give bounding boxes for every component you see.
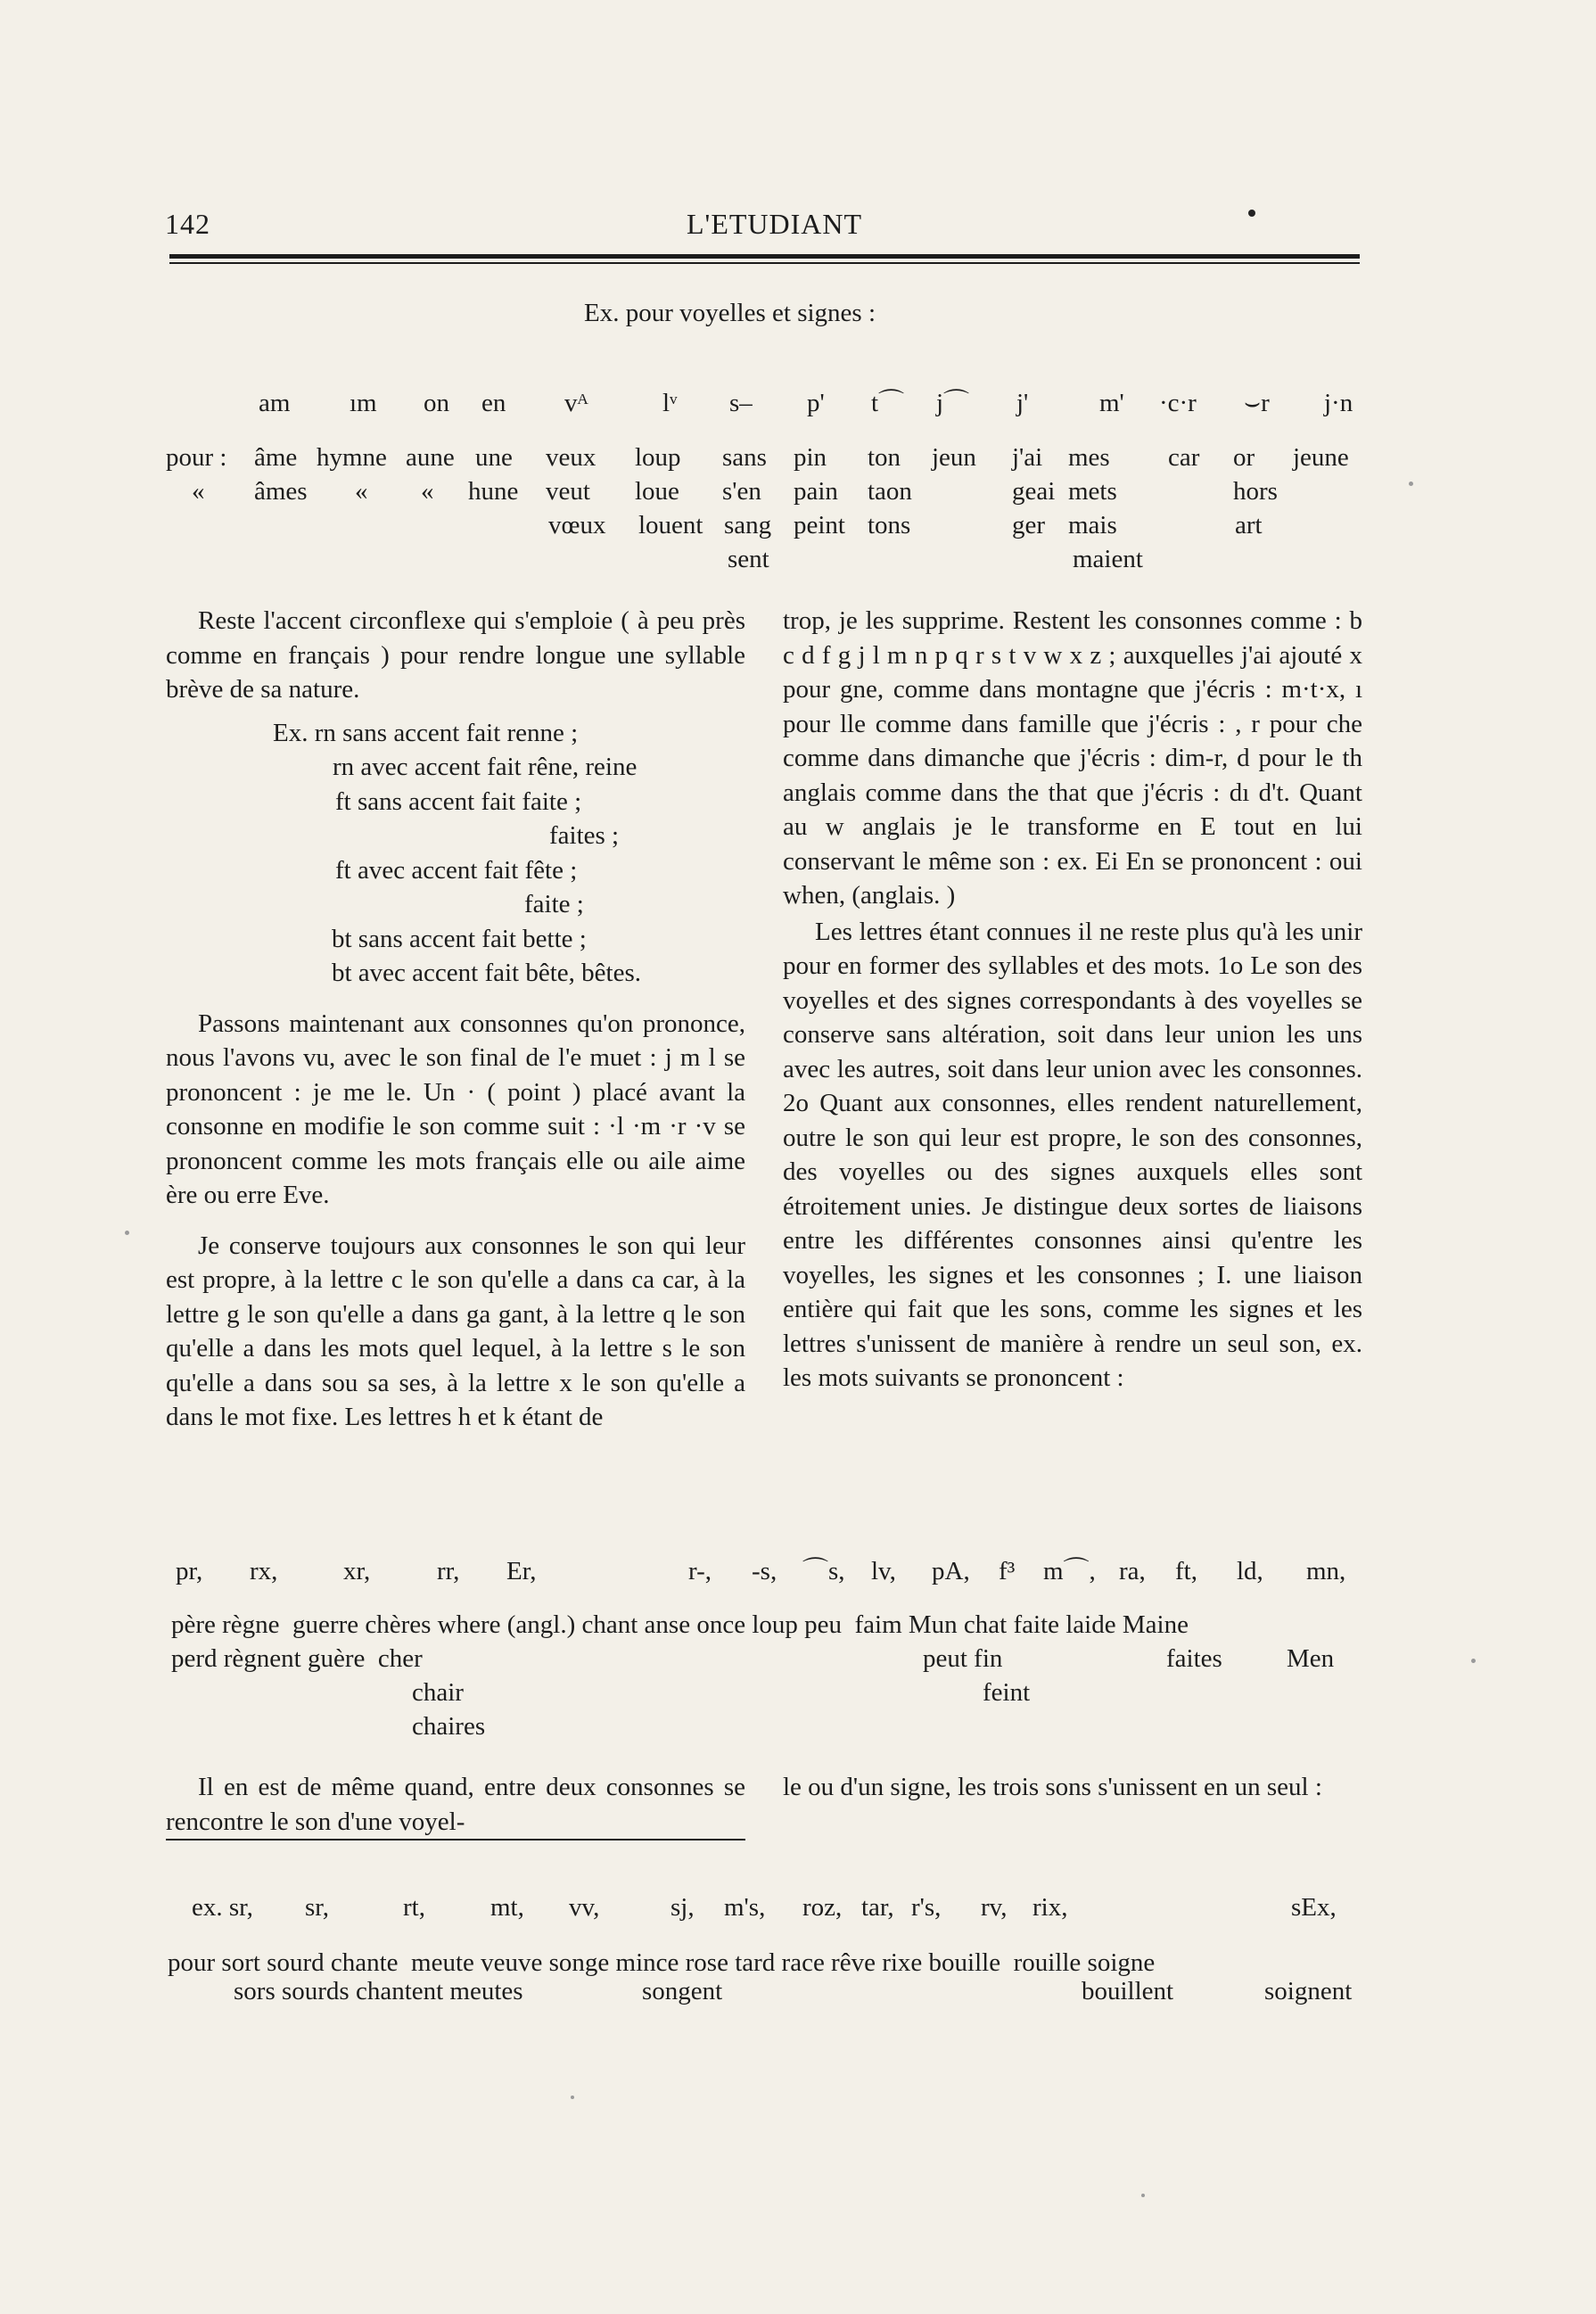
phonetic-cell: Er, <box>506 1557 537 1585</box>
example-word: hymne <box>317 443 387 472</box>
phonetic-cell: ex. sr, <box>192 1893 253 1922</box>
left-column <box>166 604 745 1435</box>
phonetic-cell: rx, <box>250 1557 278 1585</box>
example-word: or <box>1233 443 1255 472</box>
phonetic-cell: sEx, <box>1291 1893 1337 1922</box>
example-word: tons <box>868 511 911 539</box>
example-word: art <box>1235 511 1263 539</box>
phonetic-cell: sr, <box>305 1893 330 1922</box>
right-column <box>783 604 1362 1396</box>
example-word: loup <box>635 443 681 472</box>
header-rule-thick <box>169 254 1360 259</box>
phonetic-cell: xr, <box>343 1557 371 1585</box>
example-word: faites <box>1166 1644 1222 1673</box>
example-word: jeune <box>1293 443 1349 472</box>
accent-examples <box>166 716 745 991</box>
example-word: songent <box>642 1977 723 2005</box>
paragraph: Les lettres étant connues il ne reste plus qu'à les unir pour en former des syllables et des mots. 1o Le son des voyelles et des signes correspondants à des voyelles se conserve sans altération, soit dans leur union les uns avec les autres, soit dans leur union avec les consonnes. 2o Quant aux consonnes, elles rendent naturellement, outre le son qui leur est propre, le son des consonnes, des voyelles ou des signes auxquels elles sont étroitement unies. Je distingue deux sortes de liaisons entre les différentes consonnes ainsi qu'entre les voyelles, les signes et les consonnes ; I. une liaison entière qui fait que les sons, comme les signes et les lettres s'unissent de manière à rendre un seul son, ex. les mots suivants se prononcent : <box>783 917 1362 1392</box>
phonetic-cell: mn, <box>1306 1557 1346 1585</box>
example-line: faite ; <box>524 890 584 918</box>
paragraph: le ou d'un signe, les trois sons s'unissent en un seul : <box>783 1773 1322 1801</box>
example-word: j'ai <box>1012 443 1043 472</box>
example-heading: Ex. pour voyelles et signes : <box>584 299 876 327</box>
example-line: Ex. rn sans accent fait renne ; <box>273 718 579 747</box>
example-line: faites ; <box>549 821 620 850</box>
example-word: Men <box>1287 1644 1335 1673</box>
example-word: feint <box>983 1678 1031 1707</box>
example-word: veux <box>546 443 596 472</box>
example-word: maient <box>1073 545 1143 573</box>
phonetic-cell: -s, <box>752 1557 777 1585</box>
print-speck <box>571 2096 574 2099</box>
phonetic-cell: vv, <box>569 1893 600 1922</box>
phonetic-cell: m⌒, <box>1043 1557 1096 1585</box>
print-speck <box>1409 482 1413 486</box>
example-word: louent <box>638 511 703 539</box>
phonetic-cell: mt, <box>490 1893 524 1922</box>
example-word: car <box>1168 443 1200 472</box>
phonetic-cell: j⌒ <box>936 389 970 417</box>
phonetic-cell: pr, <box>176 1557 203 1585</box>
phonetic-cell: j·n <box>1324 389 1353 417</box>
ditto-mark: « <box>192 477 205 506</box>
page-number: 142 <box>165 208 210 240</box>
phonetic-cell: ⌒s, <box>802 1557 845 1585</box>
phonetic-cell: p' <box>807 389 825 417</box>
example-row: père règne guerre chères where (angl.) chant anse once loup peu faim Mun chat faite laide Maine <box>171 1610 1189 1639</box>
example-line: ft sans accent fait faite ; <box>335 786 582 816</box>
bottom-right-text <box>783 1770 1362 1805</box>
phonetic-cell: ·c·r <box>1159 389 1197 417</box>
example-word: peut fin <box>923 1644 1003 1673</box>
example-word: jeun <box>932 443 976 472</box>
phonetic-cell: t⌒ <box>871 389 905 417</box>
phonetic-cell: tar, <box>861 1893 894 1922</box>
phonetic-cell: sj, <box>670 1893 695 1922</box>
paragraph: Reste l'accent circonflexe qui s'emploie ( à peu près comme en français ) pour rendre longue une syllable brève de sa nature. <box>166 606 745 704</box>
example-word: sang <box>724 511 772 539</box>
phonetic-cell: ⌣r <box>1244 389 1270 417</box>
example-line: bt avec accent fait bête, bêtes. <box>332 959 641 987</box>
phonetic-cell: r-, <box>688 1557 712 1585</box>
journal-title: L'ETUDIANT <box>687 208 863 240</box>
example-word: chaires <box>412 1712 486 1741</box>
example-line: ft avec accent fait fête ; <box>335 855 578 885</box>
example-word: s'en <box>722 477 761 506</box>
phonetic-cell: lᵛ <box>662 389 678 417</box>
ditto-mark: « <box>355 477 368 506</box>
phonetic-cell: roz, <box>802 1893 843 1922</box>
example-word: hors <box>1233 477 1278 506</box>
example-word: veut <box>546 477 590 506</box>
print-speck <box>1471 1659 1476 1663</box>
example-word: sent <box>728 545 769 573</box>
example-line: rn avec accent fait rêne, reine <box>333 753 638 781</box>
phonetic-cell: rr, <box>437 1557 460 1585</box>
example-word: ger <box>1012 511 1046 539</box>
example-row: perd règnent guère cher <box>171 1644 423 1673</box>
example-word: aune <box>406 443 455 472</box>
example-word: sans <box>722 443 767 472</box>
print-speck <box>1248 210 1255 217</box>
example-word: geai <box>1012 477 1056 506</box>
phonetic-cell: lv, <box>871 1557 896 1585</box>
phonetic-cell: j' <box>1016 389 1029 417</box>
example-word: pour : <box>166 443 227 472</box>
example-word: pain <box>794 477 838 506</box>
paragraph: Je conserve toujours aux consonnes le son qui leur est propre, à la lettre c le son qu'elle a dans ca car, à la lettre g le son qu'elle a dans ga gant, à la lettre q le son qu'elle a dans les mots quel lequel, à la lettre s le son qu'elle a dans sou sa ses, à la lettre x le son qu'elle a dans le mot fixe. Les lettres h et k étant de <box>166 1231 745 1431</box>
paragraph: trop, je les supprime. Restent les consonnes comme : b c d f g j l m n p q r s t v w x z ; auxquelles j'ai ajouté x pour gne, comme dans montagne que j'écris : m·t·x, ı pour lle comme dans famille que j'écris : , r pour che comme dans dimanche que j'écris : dim-r, d pour le th anglais comme dans the that que j'écris : dı d't. Quant au w anglais je le transforme en E tout en lui conservant le même son : ex. Ei En se prononcent : oui when, (anglais. ) <box>783 606 1362 910</box>
ditto-mark: « <box>421 477 434 506</box>
header-rule-thin <box>169 262 1360 264</box>
phonetic-cell: rix, <box>1032 1893 1068 1922</box>
example-word: peint <box>794 511 845 539</box>
phonetic-cell: ım <box>350 389 377 417</box>
example-word: hune <box>468 477 519 506</box>
paragraph: Il en est de même quand, entre deux consonnes se rencontre le son d'une voyel- <box>166 1770 745 1840</box>
phonetic-cell: en <box>481 389 506 417</box>
bottom-left-text <box>166 1770 745 1840</box>
phonetic-cell: rt, <box>403 1893 425 1922</box>
example-word: vœux <box>548 511 606 539</box>
example-row: sors sourds chantent meutes <box>234 1977 523 2005</box>
example-word: mes <box>1068 443 1110 472</box>
phonetic-cell: pA, <box>932 1557 970 1585</box>
example-word: chair <box>412 1678 464 1707</box>
phonetic-cell: ft, <box>1175 1557 1197 1585</box>
phonetic-cell: f³ <box>999 1557 1016 1585</box>
paragraph: Passons maintenant aux consonnes qu'on prononce, nous l'avons vu, avec le son final de l'e muet : j m l se prononcent : je me le. Un · ( point ) placé avant la consonne en modifie le son comme suit : ·l ·m ·r ·v se prononcent comme les mots français elle ou aile aime ère ou erre Eve. <box>166 1009 745 1209</box>
phonetic-cell: ra, <box>1119 1557 1146 1585</box>
phonetic-cell: ld, <box>1237 1557 1263 1585</box>
example-word: loue <box>635 477 679 506</box>
print-speck <box>125 1231 129 1235</box>
example-word: âmes <box>254 477 308 506</box>
phonetic-cell: am <box>259 389 291 417</box>
example-word: ton <box>868 443 901 472</box>
print-speck <box>1141 2194 1145 2197</box>
example-line: bt sans accent fait bette ; <box>332 924 587 953</box>
example-word: taon <box>868 477 912 506</box>
example-row: pour sort sourd chante meute veuve songe mince rose tard race rêve rixe bouille rouille soigne <box>168 1948 1156 1977</box>
example-word: mais <box>1068 511 1117 539</box>
phonetic-cell: r's, <box>911 1893 942 1922</box>
phonetic-cell: rv, <box>981 1893 1008 1922</box>
example-word: soignent <box>1264 1977 1353 2005</box>
phonetic-cell: s– <box>729 389 753 417</box>
example-word: une <box>475 443 513 472</box>
phonetic-cell: on <box>424 389 449 417</box>
example-word: pin <box>794 443 827 472</box>
example-word: mets <box>1068 477 1117 506</box>
phonetic-cell: m's, <box>724 1893 766 1922</box>
example-word: âme <box>254 443 298 472</box>
phonetic-cell: m' <box>1099 389 1124 417</box>
phonetic-cell: vᴬ <box>564 389 588 417</box>
example-word: bouillent <box>1082 1977 1174 2005</box>
